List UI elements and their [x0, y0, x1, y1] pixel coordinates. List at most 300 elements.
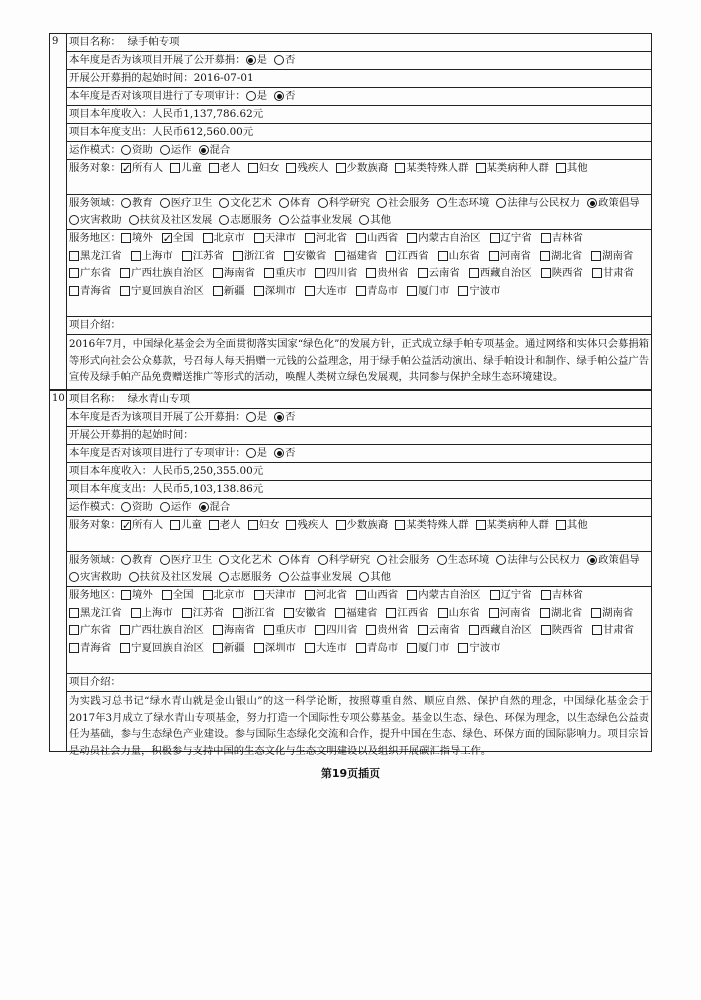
checkbox[interactable] — [356, 233, 366, 243]
option-label: 河北省 — [315, 232, 348, 244]
radio-button[interactable] — [219, 198, 229, 208]
option-label: 天津市 — [264, 232, 296, 244]
modes-option — [199, 499, 231, 516]
option-label: 体育 — [289, 554, 311, 566]
checkbox[interactable] — [121, 233, 131, 243]
public-fundraising-row — [67, 409, 651, 427]
checkbox[interactable] — [170, 163, 180, 173]
regions-option — [418, 265, 460, 283]
checkbox[interactable] — [592, 268, 602, 278]
operation-mode-row — [67, 142, 651, 160]
checkbox[interactable] — [305, 233, 315, 243]
checkbox[interactable] — [182, 608, 192, 618]
checkbox[interactable] — [233, 608, 243, 618]
checkbox[interactable] — [69, 608, 79, 618]
checkbox[interactable] — [69, 251, 79, 261]
regions-option — [335, 248, 377, 266]
regions-option — [182, 248, 224, 266]
radio-label: 否 — [285, 411, 296, 423]
checkbox[interactable] — [69, 643, 79, 653]
option-label: 其他 — [370, 214, 391, 226]
regions-option — [592, 622, 634, 640]
label: 服务对象： — [69, 519, 121, 531]
option-label: 少数族裔 — [346, 519, 389, 531]
regions-option — [69, 605, 122, 623]
regions-option — [69, 640, 111, 658]
option-label: 志愿服务 — [230, 214, 272, 226]
option-label: 文化艺术 — [230, 554, 272, 566]
radio-no[interactable] — [274, 55, 284, 65]
option-label: 山西省 — [367, 589, 399, 601]
targets-option — [395, 517, 468, 534]
fields-option — [359, 569, 391, 586]
project-block-9 — [49, 33, 652, 390]
checkbox[interactable] — [591, 251, 601, 261]
label: 运作模式： — [69, 501, 121, 513]
regions-option — [386, 248, 428, 266]
option-label: 陕西省 — [551, 267, 583, 279]
checkbox[interactable] — [489, 251, 499, 261]
radio-button[interactable] — [437, 555, 447, 565]
checkbox[interactable] — [209, 520, 219, 530]
targets-option — [476, 160, 549, 177]
service-region-row — [67, 230, 651, 317]
targets-option — [170, 160, 202, 177]
checkbox[interactable] — [254, 643, 264, 653]
regions-option — [120, 283, 204, 301]
checkbox[interactable] — [591, 608, 601, 618]
option-label: 科学研究 — [328, 554, 371, 566]
radio-button[interactable] — [199, 145, 209, 155]
option-label: 法律与公民权力 — [507, 554, 581, 566]
regions-option — [254, 283, 296, 301]
label: 本年度是否对该项目进行了专项审计： — [69, 90, 246, 102]
option-label: 全国 — [172, 232, 194, 244]
checkbox[interactable] — [248, 520, 258, 530]
checkbox[interactable] — [335, 251, 345, 261]
audit-row — [67, 88, 651, 106]
option-label: 重庆市 — [275, 267, 307, 279]
project-name-row — [67, 391, 651, 409]
radio-button[interactable] — [160, 502, 170, 512]
option-label: 生态环境 — [447, 197, 490, 209]
checkbox[interactable] — [489, 608, 499, 618]
radio-no[interactable] — [274, 91, 284, 101]
checkbox[interactable] — [284, 251, 294, 261]
checkbox[interactable] — [395, 163, 405, 173]
targets-option — [248, 160, 280, 177]
project-number: 9 — [50, 34, 67, 389]
option-label: 广西壮族自治区 — [131, 267, 204, 279]
checkbox[interactable] — [592, 625, 602, 635]
targets-option — [556, 517, 588, 534]
option-label: 青岛市 — [367, 284, 399, 297]
income-row — [67, 106, 651, 124]
regions-option — [407, 640, 449, 658]
option-label: 志愿服务 — [230, 571, 272, 583]
regions-option — [162, 587, 194, 605]
checkbox[interactable] — [248, 163, 258, 173]
radio-button[interactable] — [587, 198, 597, 208]
checkbox[interactable] — [386, 251, 396, 261]
checkbox[interactable] — [286, 520, 296, 530]
checkbox[interactable] — [182, 251, 192, 261]
option-label: 广东省 — [80, 267, 112, 279]
option-label: 资助 — [131, 144, 153, 156]
option-label: 灾害救助 — [80, 571, 122, 583]
radio-button[interactable] — [121, 502, 131, 512]
checkbox[interactable] — [469, 268, 479, 278]
option-label: 浙江省 — [243, 249, 276, 262]
income-value: 人民币5,250,355.00元 — [152, 465, 264, 477]
option-label: 新疆 — [223, 284, 245, 297]
targets-option — [170, 517, 202, 534]
label: 服务对象： — [69, 162, 121, 174]
checkbox[interactable] — [254, 286, 264, 296]
intro-label-row — [67, 317, 651, 335]
regions-option — [541, 622, 583, 640]
radio-button[interactable] — [160, 555, 170, 565]
checkbox[interactable] — [213, 643, 223, 653]
fields-option — [437, 195, 490, 212]
radio-button[interactable] — [587, 555, 597, 565]
regions-option — [315, 265, 357, 283]
checkbox[interactable] — [121, 163, 131, 173]
option-label: 北京市 — [213, 232, 245, 244]
option-label: 残疾人 — [297, 162, 329, 174]
radio-label: 否 — [285, 447, 296, 459]
fields-option — [496, 552, 580, 569]
checkbox[interactable] — [254, 233, 264, 243]
regions-option — [305, 230, 347, 248]
checkbox[interactable] — [556, 163, 566, 173]
checkbox[interactable] — [418, 625, 428, 635]
regions-option — [458, 283, 500, 301]
checkbox[interactable] — [541, 625, 551, 635]
radio-button[interactable] — [437, 198, 447, 208]
regions-option — [182, 605, 224, 623]
label: 开展公开募捐的起始时间： — [69, 72, 194, 84]
option-label: 资助 — [131, 501, 153, 513]
checkbox[interactable] — [407, 590, 417, 600]
option-label: 广西壮族自治区 — [131, 624, 204, 636]
checkbox[interactable] — [407, 643, 417, 653]
option-label: 贵州省 — [377, 624, 409, 636]
fields-option — [318, 195, 371, 212]
expense-value: 人民币5,103,138.86元 — [152, 483, 264, 495]
radio-button[interactable] — [496, 198, 506, 208]
radio-button[interactable] — [121, 145, 131, 155]
option-label: 西藏自治区 — [479, 624, 532, 636]
radio-button[interactable] — [160, 145, 170, 155]
label: 项目名称： — [69, 393, 121, 405]
checkbox[interactable] — [254, 590, 264, 600]
checkbox[interactable] — [541, 590, 551, 600]
option-label: 辽宁省 — [500, 232, 532, 244]
checkbox[interactable] — [476, 163, 486, 173]
checkbox[interactable] — [407, 286, 417, 296]
label: 本年度是否对该项目进行了专项审计： — [69, 447, 246, 459]
checkbox[interactable] — [305, 286, 315, 296]
option-label: 文化艺术 — [230, 197, 272, 209]
option-label: 甘肃省 — [602, 624, 635, 636]
checkbox[interactable] — [305, 590, 315, 600]
regions-option — [121, 230, 153, 248]
checkbox[interactable] — [540, 251, 550, 261]
radio-button[interactable] — [160, 198, 170, 208]
radio-yes[interactable] — [246, 55, 256, 65]
checkbox[interactable] — [121, 520, 131, 530]
label: 本年度是否为该项目开展了公开募捐： — [69, 411, 246, 423]
radio-button[interactable] — [121, 555, 131, 565]
checkbox[interactable] — [286, 163, 296, 173]
checkbox[interactable] — [438, 608, 448, 618]
radio-button[interactable] — [129, 215, 139, 225]
targets-option — [121, 517, 163, 534]
radio-yes[interactable] — [246, 412, 256, 422]
option-label: 天津市 — [264, 589, 296, 601]
option-label: 公益事业发展 — [289, 214, 353, 226]
intro-label-row — [67, 674, 651, 692]
radio-button[interactable] — [359, 215, 369, 225]
income-row — [67, 463, 651, 481]
option-label: 扶贫及社区发展 — [139, 571, 213, 583]
fields-option — [219, 569, 272, 586]
regions-option — [315, 622, 357, 640]
option-label: 扶贫及社区发展 — [139, 214, 213, 226]
checkbox[interactable] — [284, 608, 294, 618]
checkbox[interactable] — [336, 163, 346, 173]
radio-button[interactable] — [121, 198, 131, 208]
checkbox[interactable] — [213, 625, 223, 635]
option-label: 青岛市 — [367, 641, 399, 654]
option-label: 黑龙江省 — [80, 249, 122, 262]
regions-option — [203, 587, 245, 605]
checkbox[interactable] — [121, 590, 131, 600]
option-label: 河北省 — [315, 589, 348, 601]
checkbox[interactable] — [203, 233, 213, 243]
regions-option — [264, 265, 306, 283]
regions-option — [366, 622, 408, 640]
checkbox[interactable] — [120, 625, 130, 635]
label: 项目介绍： — [69, 319, 121, 331]
radio-button[interactable] — [279, 198, 289, 208]
checkbox[interactable] — [386, 608, 396, 618]
radio-button[interactable] — [377, 555, 387, 565]
label: 服务地区： — [69, 232, 121, 244]
checkbox[interactable] — [162, 590, 172, 600]
checkbox[interactable] — [336, 520, 346, 530]
checkbox[interactable] — [490, 590, 500, 600]
radio-button[interactable] — [219, 555, 229, 565]
label: 项目本年度支出： — [69, 126, 153, 138]
option-label: 公益事业发展 — [289, 571, 353, 583]
regions-option — [366, 265, 408, 283]
checkbox[interactable] — [69, 268, 79, 278]
checkbox[interactable] — [356, 590, 366, 600]
option-label: 重庆市 — [275, 624, 307, 636]
option-label: 山西省 — [367, 232, 399, 244]
start-date-row — [67, 427, 651, 445]
checkbox[interactable] — [120, 643, 130, 653]
regions-option — [131, 248, 173, 266]
option-label: 福建省 — [346, 249, 378, 262]
radio-button[interactable] — [69, 572, 79, 582]
radio-button[interactable] — [279, 572, 289, 582]
checkbox[interactable] — [490, 233, 500, 243]
checkbox[interactable] — [407, 233, 417, 243]
option-label: 内蒙古自治区 — [418, 232, 481, 244]
checkbox[interactable] — [356, 643, 366, 653]
option-label: 陕西省 — [551, 624, 583, 636]
project-number: 10 — [50, 391, 67, 751]
targets-option — [286, 517, 328, 534]
radio-button[interactable] — [129, 572, 139, 582]
checkbox[interactable] — [233, 251, 243, 261]
checkbox[interactable] — [203, 590, 213, 600]
checkbox[interactable] — [458, 286, 468, 296]
label: 项目本年度支出： — [69, 483, 153, 495]
checkbox[interactable] — [556, 520, 566, 530]
checkbox[interactable] — [120, 286, 130, 296]
checkbox[interactable] — [476, 520, 486, 530]
intro-text: 2016年7月，中国绿化基金会为全面贯彻落实国家“绿色化”的发展方针，正式成立绿手帕专项基金。通过网络和实体只会募捐箱等形式向社会公众募款，号召每人每天捐赠一元钱的公益理念，用于绿手帕公益活动演出、绿手帕设计和制作、绿手帕公益广告宣传及绿手帕产品免费赠送推广等形式的活动，唤醒人类树立绿色发展观，共同参与保护全球生态环境建设。 — [69, 338, 649, 383]
checkbox[interactable] — [264, 625, 274, 635]
radio-button[interactable] — [279, 215, 289, 225]
option-label: 黑龙江省 — [80, 606, 122, 619]
option-label: 生态环境 — [447, 554, 490, 566]
audit-row — [67, 445, 651, 463]
fields-option — [279, 569, 352, 586]
checkbox[interactable] — [356, 286, 366, 296]
option-label: 海南省 — [223, 624, 256, 636]
checkbox[interactable] — [170, 520, 180, 530]
checkbox[interactable] — [305, 643, 315, 653]
radio-no[interactable] — [274, 412, 284, 422]
fields-option — [437, 552, 490, 569]
checkbox[interactable] — [315, 268, 325, 278]
checkbox[interactable] — [366, 268, 376, 278]
checkbox[interactable] — [395, 520, 405, 530]
checkbox[interactable] — [541, 268, 551, 278]
radio-button[interactable] — [318, 555, 328, 565]
label: 服务领域： — [69, 554, 121, 566]
fields-option — [219, 552, 272, 569]
regions-option — [69, 248, 122, 266]
checkbox[interactable] — [131, 608, 141, 618]
radio-button[interactable] — [69, 215, 79, 225]
radio-button[interactable] — [219, 215, 229, 225]
checkbox[interactable] — [120, 268, 130, 278]
modes-option — [199, 142, 231, 159]
regions-option — [284, 248, 326, 266]
option-label: 某类病种人群 — [486, 519, 549, 531]
label: 项目名称： — [69, 36, 121, 48]
checkbox[interactable] — [209, 163, 219, 173]
targets-option — [248, 517, 280, 534]
option-label: 某类病种人群 — [486, 162, 549, 174]
option-label: 某类特殊人群 — [406, 519, 469, 531]
regions-option — [254, 587, 296, 605]
fields-option — [279, 552, 311, 569]
checkbox[interactable] — [418, 268, 428, 278]
checkbox[interactable] — [438, 251, 448, 261]
checkbox[interactable] — [131, 251, 141, 261]
regions-option — [120, 265, 204, 283]
checkbox[interactable] — [541, 233, 551, 243]
option-label: 海南省 — [223, 267, 256, 279]
radio-button[interactable] — [279, 555, 289, 565]
regions-option — [254, 230, 296, 248]
fields-option — [129, 212, 213, 229]
checkbox[interactable] — [69, 625, 79, 635]
regions-option — [540, 605, 582, 623]
option-label: 宁夏回族自治区 — [131, 641, 204, 654]
checkbox[interactable] — [458, 643, 468, 653]
fields-option — [318, 552, 371, 569]
option-label: 所有人 — [131, 162, 164, 174]
checkbox[interactable] — [540, 608, 550, 618]
checkbox[interactable] — [335, 608, 345, 618]
radio-yes[interactable] — [246, 448, 256, 458]
targets-option — [336, 517, 389, 534]
option-label: 政策倡导 — [598, 197, 640, 209]
radio-yes[interactable] — [246, 91, 256, 101]
checkbox[interactable] — [213, 268, 223, 278]
radio-label: 是 — [256, 447, 268, 459]
checkbox[interactable] — [315, 625, 325, 635]
option-label: 科学研究 — [328, 197, 371, 209]
option-label: 教育 — [131, 554, 153, 566]
checkbox[interactable] — [469, 625, 479, 635]
checkbox[interactable] — [162, 233, 172, 243]
checkbox[interactable] — [264, 268, 274, 278]
radio-button[interactable] — [359, 572, 369, 582]
fields-option — [160, 552, 213, 569]
regions-option — [489, 248, 531, 266]
option-label: 其他 — [566, 519, 588, 531]
checkbox[interactable] — [366, 625, 376, 635]
modes-option — [121, 142, 153, 159]
regions-option — [386, 605, 428, 623]
label: 项目介绍： — [69, 676, 121, 688]
regions-option — [213, 283, 245, 301]
label: 项目本年度收入： — [69, 465, 153, 477]
modes-option — [160, 499, 192, 516]
fields-option — [160, 195, 213, 212]
radio-button[interactable] — [377, 198, 387, 208]
option-label: 云南省 — [428, 267, 460, 279]
option-label: 吉林省 — [551, 232, 583, 244]
regions-option — [540, 248, 582, 266]
checkbox[interactable] — [213, 286, 223, 296]
radio-button[interactable] — [318, 198, 328, 208]
regions-option — [69, 622, 111, 640]
checkbox[interactable] — [69, 286, 79, 296]
radio-button[interactable] — [199, 502, 209, 512]
radio-label: 是 — [256, 411, 268, 423]
regions-option — [407, 587, 480, 605]
radio-no[interactable] — [274, 448, 284, 458]
label: 项目本年度收入： — [69, 108, 153, 120]
option-label: 浙江省 — [243, 606, 276, 619]
radio-button[interactable] — [496, 555, 506, 565]
option-label: 安徽省 — [295, 606, 327, 619]
radio-button[interactable] — [219, 572, 229, 582]
page-footer: 第19页插页 — [320, 767, 381, 780]
service-field-row — [67, 552, 651, 587]
radio-label: 否 — [285, 90, 296, 102]
